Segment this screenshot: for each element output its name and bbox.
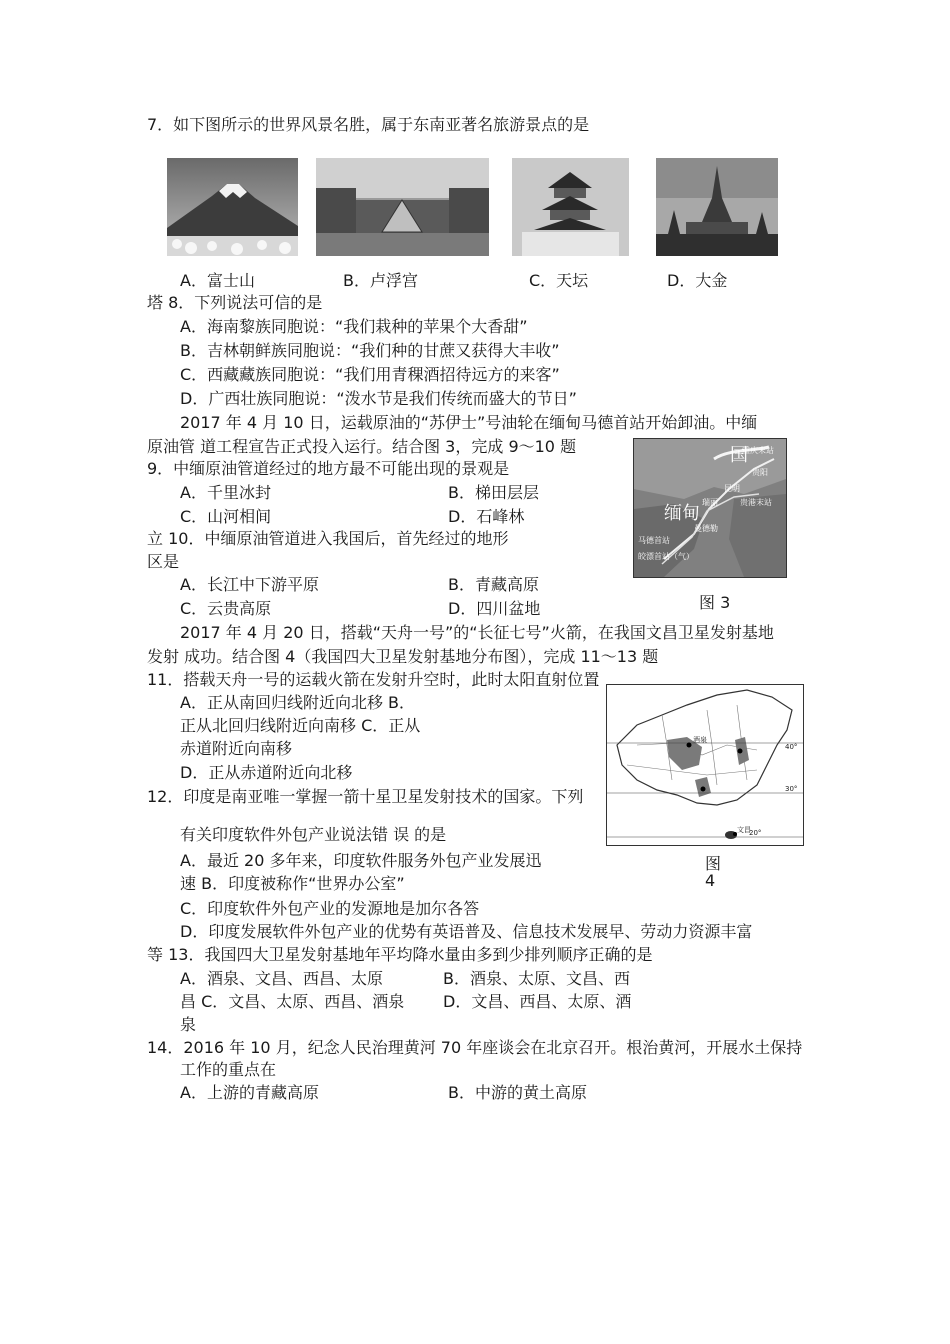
fig4-lat-30: 30°	[785, 785, 798, 793]
figure-4-map	[606, 684, 804, 846]
louvre-photo	[316, 158, 489, 256]
q10-choice-d: D．四川盆地	[448, 599, 541, 618]
fig3-label-guigang: 贵港末站	[740, 498, 772, 507]
shwedagon-pagoda-photo	[656, 158, 778, 256]
passage1-line2: 原油管 道工程宣告正式投入运行。结合图 3，完成 9～10 题	[147, 437, 577, 456]
figure-4-caption-1: 图	[705, 854, 722, 873]
q12-stem-1: 12．印度是南亚唯一掌握一箭十星卫星发射技术的国家。下列	[147, 787, 584, 806]
fig3-label-mandalay: 曼德勒	[694, 524, 718, 533]
fig3-label-ruili: 瑞丽	[702, 498, 718, 507]
q7-choice-a: A．富士山	[180, 271, 255, 290]
fig3-label-kunming: 昆明	[724, 484, 740, 493]
figure-3-caption: 图 3	[699, 593, 731, 612]
q7-stem: 7．如下图所示的世界风景名胜，属于东南亚著名旅游景点的是	[147, 115, 590, 134]
fig4-lat-40: 40°	[785, 743, 798, 751]
q11-line-2: 正从北回归线附近向南移 C．正从	[180, 716, 421, 735]
q12-choice-c: C．印度软件外包产业的发源地是加尔各答	[180, 899, 480, 918]
q8-choice-b: B．吉林朝鲜族同胞说：“我们种的甘蔗又获得大丰收”	[180, 341, 560, 360]
fig3-label-country: 国	[730, 445, 748, 466]
fig4-label-wenchang: 文昌	[737, 826, 751, 834]
figure-3-map	[633, 438, 787, 578]
q14-stem-1: 14．2016 年 10 月，纪念人民治理黄河 70 年座谈会在北京召开。根治黄河，开展水土保持	[147, 1038, 803, 1057]
q14-stem-2: 工作的重点在	[180, 1060, 277, 1079]
q13-choice-c: 昌 C．文昌、太原、西昌、酒泉	[180, 992, 405, 1011]
q10-stem-1: 立 10．中缅原油管道进入我国后，首先经过的地形	[147, 529, 509, 548]
q13-choice-d: D．文昌、西昌、太原、酒	[443, 992, 632, 1011]
fig3-label-made-station: 马德首站	[638, 536, 670, 545]
passage2-line2: 发射 成功。结合图 4（我国四大卫星发射基地分布图），完成 11～13 题	[147, 647, 659, 666]
q7-choice-c: C．天坛	[529, 271, 589, 290]
temple-of-heaven-photo	[512, 158, 629, 256]
q13-choice-a: A．酒泉、文昌、西昌、太原	[180, 969, 383, 988]
passage1-line1: 2017 年 4 月 10 日，运载原油的“苏伊士”号油轮在缅甸马德首站开始卸油。中缅	[180, 413, 758, 432]
q13-stem: 等 13．我国四大卫星发射基地年平均降水量由多到少排列顺序正确的是	[147, 945, 653, 964]
q9-choice-c: C．山河相间	[180, 507, 272, 526]
q14-choice-b: B．中游的黄土高原	[448, 1083, 587, 1102]
q11-line-3: 赤道附近向南移	[180, 739, 293, 758]
q9-choice-d: D．石峰林	[448, 507, 525, 526]
q12-choice-d: D．印度发展软件外包产业的优势有英语普及、信息技术发展早、劳动力资源丰富	[180, 922, 753, 941]
q8-choice-a: A．海南黎族同胞说：“我们栽种的苹果个大香甜”	[180, 317, 528, 336]
figure-4-caption-2: 4	[705, 871, 716, 890]
q8-choice-d: D．广西壮族同胞说：“泼水节是我们传统而盛大的节日”	[180, 389, 577, 408]
fig3-label-chongqing: 重庆末站	[742, 446, 774, 455]
q7-choice-b: B．卢浮宫	[343, 271, 418, 290]
fig3-label-myanmar: 缅甸	[664, 503, 700, 524]
q10-stem-2: 区是	[147, 552, 180, 571]
q7-choice-d: D．大金	[667, 271, 728, 290]
passage2-line1: 2017 年 4 月 20 日，搭载“天舟一号”的“长征七号”火箭，在我国文昌卫星发射基地	[180, 623, 774, 642]
q13-choice-b: B．酒泉、太原、文昌、西	[443, 969, 630, 988]
q9-stem: 9．中缅原油管道经过的地方最不可能出现的景观是	[147, 459, 510, 478]
mount-fuji-photo	[167, 158, 298, 256]
q12-stem-2: 有关印度软件外包产业说法错 误 的是	[180, 825, 447, 844]
q14-choice-a: A．上游的青藏高原	[180, 1083, 319, 1102]
q10-choice-a: A．长江中下游平原	[180, 575, 319, 594]
q12-choice-b: 速 B．印度被称作“世界办公室”	[180, 874, 405, 893]
fig4-lat-20: 20°	[749, 829, 762, 837]
q8-stem: 塔 8．下列说法可信的是	[147, 293, 323, 312]
q8-choice-c: C．西藏藏族同胞说：“我们用青稞酒招待远方的来客”	[180, 365, 560, 384]
q11-line-1: A．正从南回归线附近向北移 B．	[180, 693, 416, 712]
fig4-label-jiuquan: 酒泉	[693, 736, 707, 744]
q10-choice-b: B．青藏高原	[448, 575, 539, 594]
q12-choice-a: A．最近 20 多年来，印度软件服务外包产业发展迅	[180, 851, 542, 870]
q13-choice-d-cont: 泉	[180, 1015, 197, 1034]
fig3-label-guiyang: 贵阳	[752, 468, 768, 477]
q9-choice-a: A．千里冰封	[180, 483, 271, 502]
q9-choice-b: B．梯田层层	[448, 483, 539, 502]
q10-choice-c: C．云贵高原	[180, 599, 272, 618]
q11-stem: 11．搭载天舟一号的运载火箭在发射升空时，此时太阳直射位置	[147, 670, 600, 689]
q11-line-4: D．正从赤道附近向北移	[180, 763, 353, 782]
fig3-label-kyaukphyu: 皎漂首站（气）	[638, 552, 694, 561]
